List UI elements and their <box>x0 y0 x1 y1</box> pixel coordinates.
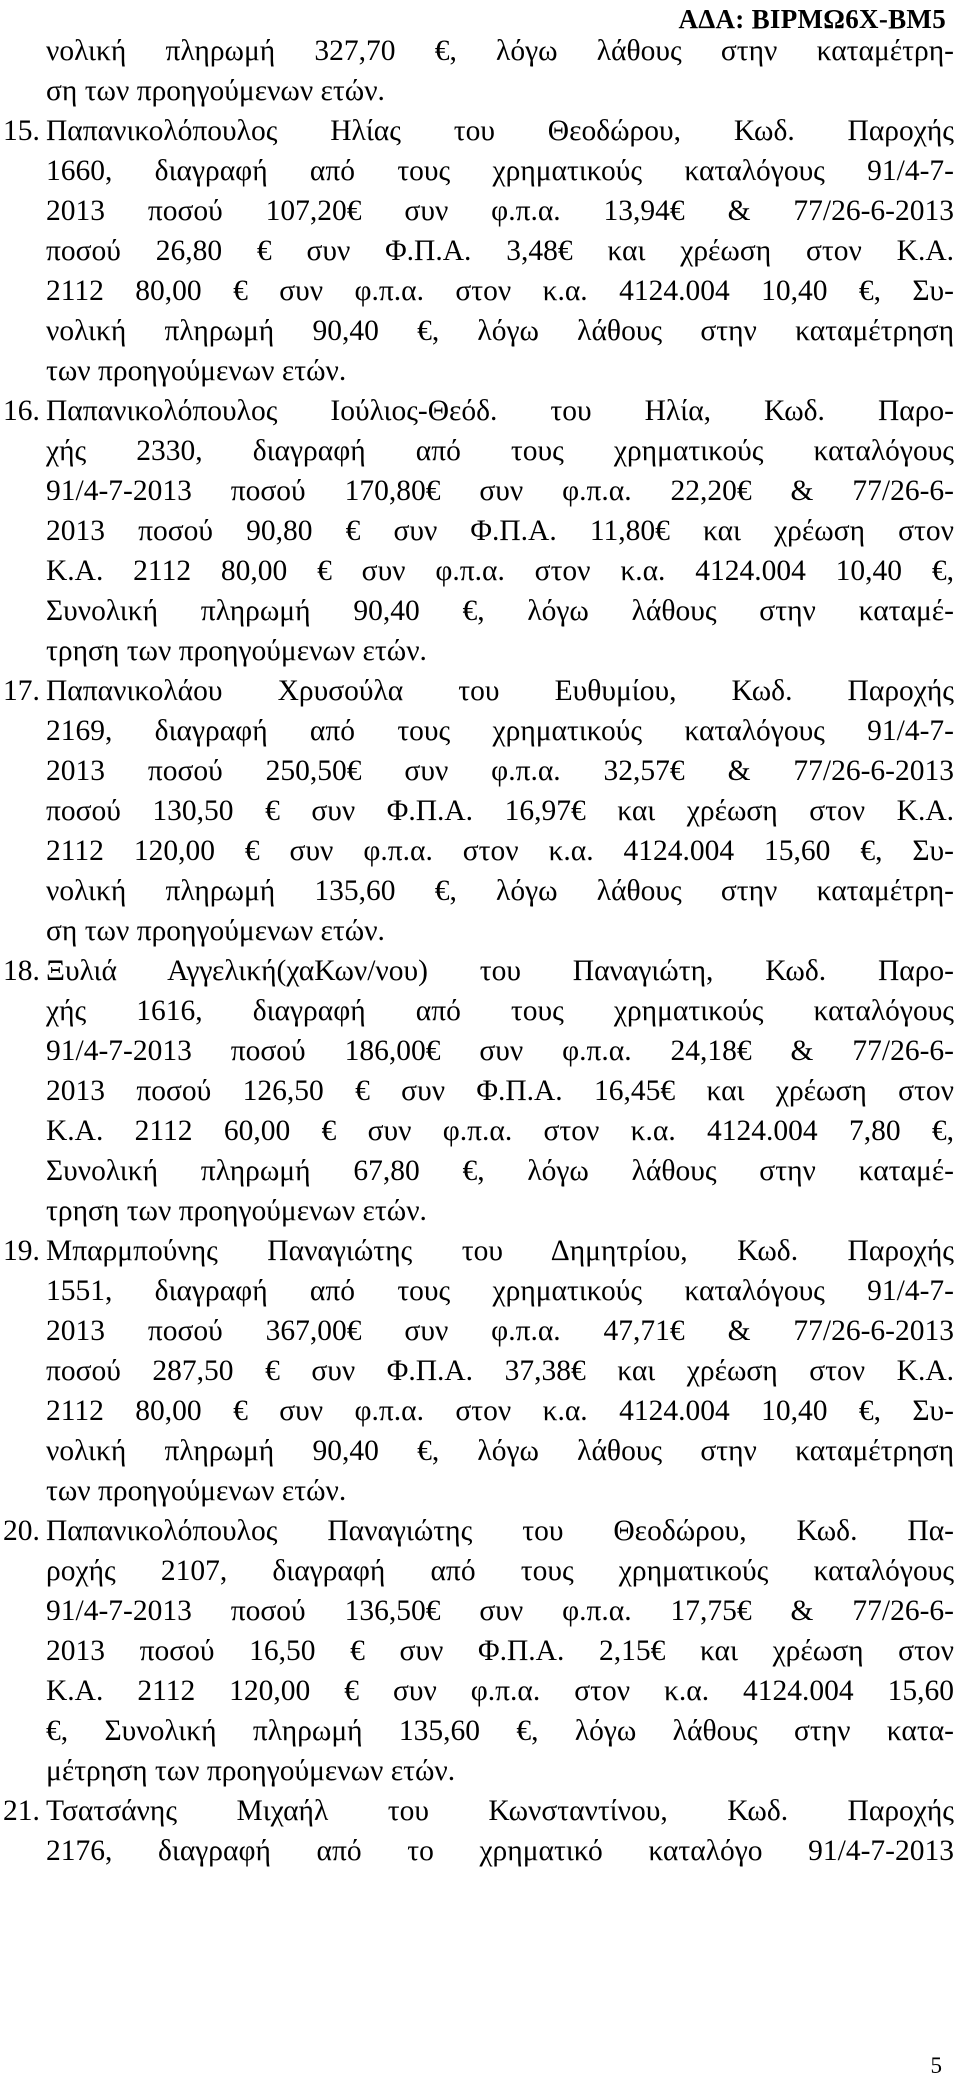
text-line: 91/4-7-2013 ποσού 186,00€ συν φ.π.α. 24,18€ & 77/26-6- <box>46 1035 954 1067</box>
text-line: 2176, διαγραφή από το χρηματικό καταλόγο 91/4-7-2013 <box>46 1835 954 1867</box>
text-line: 1660, διαγραφή από τους χρηματικούς καταλόγους 91/4-7- <box>46 155 954 187</box>
text-line: Τσατσάνης Μιχαήλ του Κωνσταντίνου, Κωδ. Παροχής <box>46 1795 954 1827</box>
list-item-number: 19. <box>3 1235 40 1267</box>
text-line: 2013 ποσού 90,80 € συν Φ.Π.Α. 11,80€ και χρέωση στον <box>46 515 954 547</box>
list-item-number: 21. <box>3 1795 40 1827</box>
text-line: Παπανικολόπουλος Ιούλιος-Θεόδ. του Ηλία, Κωδ. Παρο- <box>46 395 954 427</box>
text-line: 91/4-7-2013 ποσού 170,80€ συν φ.π.α. 22,20€ & 77/26-6- <box>46 475 954 507</box>
list-item-number: 18. <box>3 955 40 987</box>
text-line: 2013 ποσού 126,50 € συν Φ.Π.Α. 16,45€ και χρέωση στον <box>46 1075 954 1107</box>
text-line: Κ.Α. 2112 60,00 € συν φ.π.α. στον κ.α. 4124.004 7,80 €, <box>46 1115 954 1147</box>
text-line: 2013 ποσού 367,00€ συν φ.π.α. 47,71€ & 77/26-6-2013 <box>46 1315 954 1347</box>
text-line: 2169, διαγραφή από τους χρηματικούς καταλόγους 91/4-7- <box>46 715 954 747</box>
list-item-number: 16. <box>3 395 40 427</box>
text-line: Παπανικολόπουλος Ηλίας του Θεοδώρου, Κωδ. Παροχής <box>46 115 954 147</box>
text-line: Ξυλιά Αγγελική(χαΚων/νου) του Παναγιώτη, Κωδ. Παρο- <box>46 955 954 987</box>
text-line: ροχής 2107, διαγραφή από τους χρηματικούς καταλόγους <box>46 1555 954 1587</box>
text-line: χής 2330, διαγραφή από τους χρηματικούς καταλόγους <box>46 435 954 467</box>
text-line: 2112 80,00 € συν φ.π.α. στον κ.α. 4124.004 10,40 €, Συ- <box>46 1395 954 1427</box>
text-line: ση των προηγούμενων ετών. <box>46 915 385 947</box>
list-item-number: 20. <box>3 1515 40 1547</box>
text-line: ποσού 287,50 € συν Φ.Π.Α. 37,38€ και χρέωση στον Κ.Α. <box>46 1355 954 1387</box>
text-line: 2013 ποσού 107,20€ συν φ.π.α. 13,94€ & 77/26-6-2013 <box>46 195 954 227</box>
text-line: ποσού 130,50 € συν Φ.Π.Α. 16,97€ και χρέωση στον Κ.Α. <box>46 795 954 827</box>
text-line: 2112 120,00 € συν φ.π.α. στον κ.α. 4124.004 15,60 €, Συ- <box>46 835 954 867</box>
text-line: ση των προηγούμενων ετών. <box>46 75 385 107</box>
text-line: μέτρηση των προηγούμενων ετών. <box>46 1755 456 1787</box>
list-item-number: 17. <box>3 675 40 707</box>
text-line: Μπαρμπούνης Παναγιώτης του Δημητρίου, Κωδ. Παροχής <box>46 1235 954 1267</box>
list-item-number: 15. <box>3 115 40 147</box>
text-line: 1551, διαγραφή από τους χρηματικούς καταλόγους 91/4-7- <box>46 1275 954 1307</box>
text-line: €, Συνολική πληρωμή 135,60 €, λόγω λάθους στην κατα- <box>46 1715 954 1747</box>
text-line: ποσού 26,80 € συν Φ.Π.Α. 3,48€ και χρέωση στον Κ.Α. <box>46 235 954 267</box>
text-line: 2013 ποσού 16,50 € συν Φ.Π.Α. 2,15€ και χρέωση στον <box>46 1635 954 1667</box>
text-line: Κ.Α. 2112 80,00 € συν φ.π.α. στον κ.α. 4124.004 10,40 €, <box>46 555 954 587</box>
text-line: Παπανικολόπουλος Παναγιώτης του Θεοδώρου, Κωδ. Πα- <box>46 1515 954 1547</box>
text-line: νολική πληρωμή 135,60 €, λόγω λάθους στην καταμέτρη- <box>46 875 954 907</box>
text-line: Κ.Α. 2112 120,00 € συν φ.π.α. στον κ.α. 4124.004 15,60 <box>46 1675 954 1707</box>
document-code: ΑΔΑ: ΒΙΡΜΩ6Χ-ΒΜ5 <box>678 4 946 34</box>
text-line: Συνολική πληρωμή 90,40 €, λόγω λάθους στην καταμέ- <box>46 595 954 627</box>
text-line: Συνολική πληρωμή 67,80 €, λόγω λάθους στην καταμέ- <box>46 1155 954 1187</box>
text-line: νολική πληρωμή 90,40 €, λόγω λάθους στην καταμέτρηση <box>46 315 954 347</box>
text-line: χής 1616, διαγραφή από τους χρηματικούς καταλόγους <box>46 995 954 1027</box>
text-line: νολική πληρωμή 327,70 €, λόγω λάθους στην καταμέτρη- <box>46 35 954 67</box>
text-line: των προηγούμενων ετών. <box>46 1475 347 1507</box>
text-line: 2112 80,00 € συν φ.π.α. στον κ.α. 4124.004 10,40 €, Συ- <box>46 275 954 307</box>
text-line: τρηση των προηγούμενων ετών. <box>46 635 427 667</box>
text-line: τρηση των προηγούμενων ετών. <box>46 1195 427 1227</box>
text-line: Παπανικολάου Χρυσούλα του Ευθυμίου, Κωδ. Παροχής <box>46 675 954 707</box>
text-line: των προηγούμενων ετών. <box>46 355 347 387</box>
text-line: νολική πληρωμή 90,40 €, λόγω λάθους στην καταμέτρηση <box>46 1435 954 1467</box>
page-number: 5 <box>930 2053 942 2078</box>
text-line: 2013 ποσού 250,50€ συν φ.π.α. 32,57€ & 77/26-6-2013 <box>46 755 954 787</box>
text-line: 91/4-7-2013 ποσού 136,50€ συν φ.π.α. 17,75€ & 77/26-6- <box>46 1595 954 1627</box>
